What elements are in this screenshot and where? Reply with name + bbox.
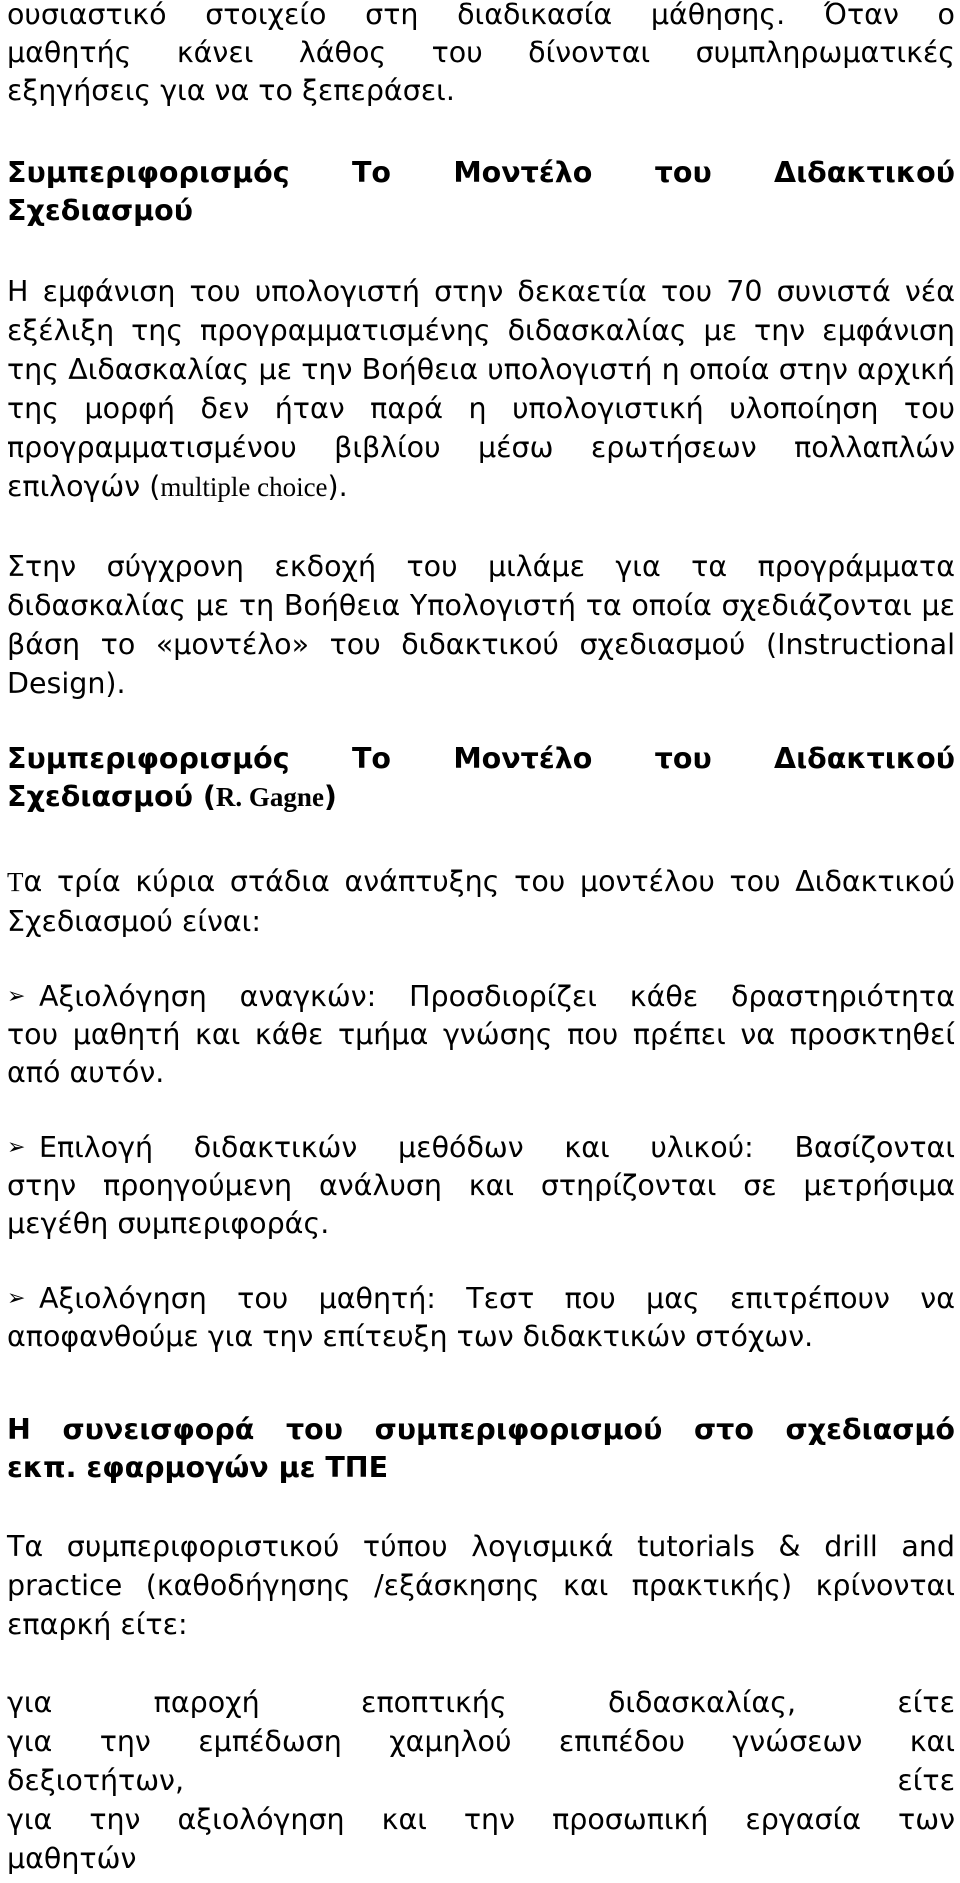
heading-1-line-2: Σχεδιασμού [7, 194, 193, 227]
heading-1-word: Το [351, 156, 391, 189]
bullet-text-first: Αξιολόγηση του μαθητή: Τεστ που μας επιτρέπουν να [39, 1282, 955, 1315]
heading-1-word: Συμπεριφορισμός [7, 156, 290, 189]
paragraph-2 [7, 547, 955, 703]
paragraph-1-text [7, 272, 955, 507]
bullet-item [7, 1129, 955, 1243]
paragraph-3-initial: Τ [7, 867, 24, 897]
heading-2-word: Συμπεριφορισμός [7, 742, 290, 775]
heading-2-line-2 [7, 778, 955, 816]
closing-line-3: δεξιοτήτων, είτε [7, 1764, 955, 1797]
closing-line-1: για παροχή εποπτικής διδασκαλίας, είτε [7, 1686, 955, 1719]
arrow-bullet-icon: ➢ [7, 984, 26, 1009]
bullet-text-rest: του μαθητή και κάθε τμήμα γνώσης που πρέπει να προσκτηθεί από αυτόν. [7, 1018, 955, 1089]
closing-line-2: για την εμπέδωση χαμηλού επιπέδου γνώσεων και [7, 1725, 955, 1758]
bullet-text-first: Επιλογή διδακτικών μεθόδων και υλικού: Βασίζονται [39, 1131, 955, 1164]
section-heading-3 [7, 1411, 955, 1487]
paragraph-4 [7, 1527, 955, 1644]
bullet-text-rest: στην προηγούμενη ανάλυση και στηρίζονται σε μετρήσιμα μεγέθη συμπεριφοράς. [7, 1169, 955, 1240]
intro-line-3: εξηγήσεις για να το ξεπεράσει. [7, 74, 455, 107]
paragraph-2-text: Στην σύγχρονη εκδοχή του μιλάμε για τα προγράμματα διδασκαλίας με τη Βοήθεια Υπολογιστή τα οποία σχεδιάζονται με βάση το «μοντέλο» του διδακτικού σχεδιασμού (Instructional Design). [7, 550, 955, 700]
heading-2-word: Διδακτικού [774, 742, 955, 775]
heading-1-line-1 [7, 154, 955, 192]
paragraph-3 [7, 862, 955, 941]
paragraph-1-body: Η εμφάνιση του υπολογιστή στην δεκαετία του 70 συνιστά νέα εξέλιξη της προγραμματισμένης διδασκαλίας με την εμφάνιση της Διδασκαλίας με την Βοήθεια υπολογιστή η οποία στην αρχική της μορφή δεν ήταν παρά η υπολογιστική υλοποίηση του προγραμματισμένου βιβλίου μέσω ερωτήσεων πολλαπλών επιλογών ( [7, 275, 955, 503]
bullet-item [7, 978, 955, 1092]
heading-2-end: ) [323, 780, 337, 813]
bullet-item [7, 1280, 955, 1356]
closing-list [7, 1683, 955, 1878]
paragraph-3-body: α τρία κύρια στάδια ανάπτυξης του μοντέλου του Διδακτικού Σχεδιασμού είναι: [7, 865, 955, 938]
heading-2-word: Μοντέλο [453, 742, 593, 775]
arrow-bullet-icon: ➢ [7, 1135, 26, 1160]
bullet-list [7, 978, 955, 1356]
arrow-bullet-icon: ➢ [7, 1286, 26, 1311]
intro-line-1: ουσιαστικό στοιχείο στη διαδικασία μάθησης. Όταν ο [7, 0, 955, 31]
heading-2-word: Το [351, 742, 391, 775]
paragraph-4-text: Τα συμπεριφοριστικού τύπου λογισμικά tutorials & drill and practice (καθοδήγησης /εξάσκησης και πρακτικής) κρίνονται επαρκή είτε: [7, 1530, 955, 1641]
heading-1-word: του [654, 156, 712, 189]
bullet-text-first: Αξιολόγηση αναγκών: Προσδιορίζει κάθε δραστηριότητα [39, 980, 955, 1013]
closing-line-5: μαθητών [7, 1842, 137, 1875]
heading-2-start: Σχεδιασμού ( [7, 780, 216, 813]
paragraph-3-text [7, 862, 955, 941]
heading-3-line-2: εκπ. εφαρμογών με ΤΠΕ [7, 1451, 389, 1484]
heading-2-word: του [654, 742, 712, 775]
paragraph-1 [7, 272, 955, 507]
bullet-text-rest: αποφανθούμε για την επίτευξη των διδακτικών στόχων. [7, 1320, 814, 1353]
section-heading-1 [7, 154, 955, 230]
section-heading-2 [7, 740, 955, 816]
intro-paragraph [7, 0, 955, 110]
bullet-item-first-line [7, 1280, 955, 1318]
intro-line-2: μαθητής κάνει λάθος του δίνονται συμπληρωματικές [7, 36, 955, 69]
heading-2-author: R. Gagne [215, 782, 324, 812]
paragraph-1-serif: multiple choice [160, 472, 328, 502]
heading-3-line-1: Η συνεισφορά του συμπεριφορισμού στο σχεδιασμό [7, 1413, 955, 1446]
paragraph-1-tail: ). [327, 470, 348, 503]
heading-1-word: Διδακτικού [774, 156, 955, 189]
closing-line-4: για την αξιολόγηση και την προσωπική εργασία των [7, 1803, 955, 1836]
heading-2-line-1 [7, 740, 955, 778]
bullet-item-first-line [7, 1129, 955, 1167]
bullet-item-first-line [7, 978, 955, 1016]
heading-1-word: Μοντέλο [453, 156, 593, 189]
